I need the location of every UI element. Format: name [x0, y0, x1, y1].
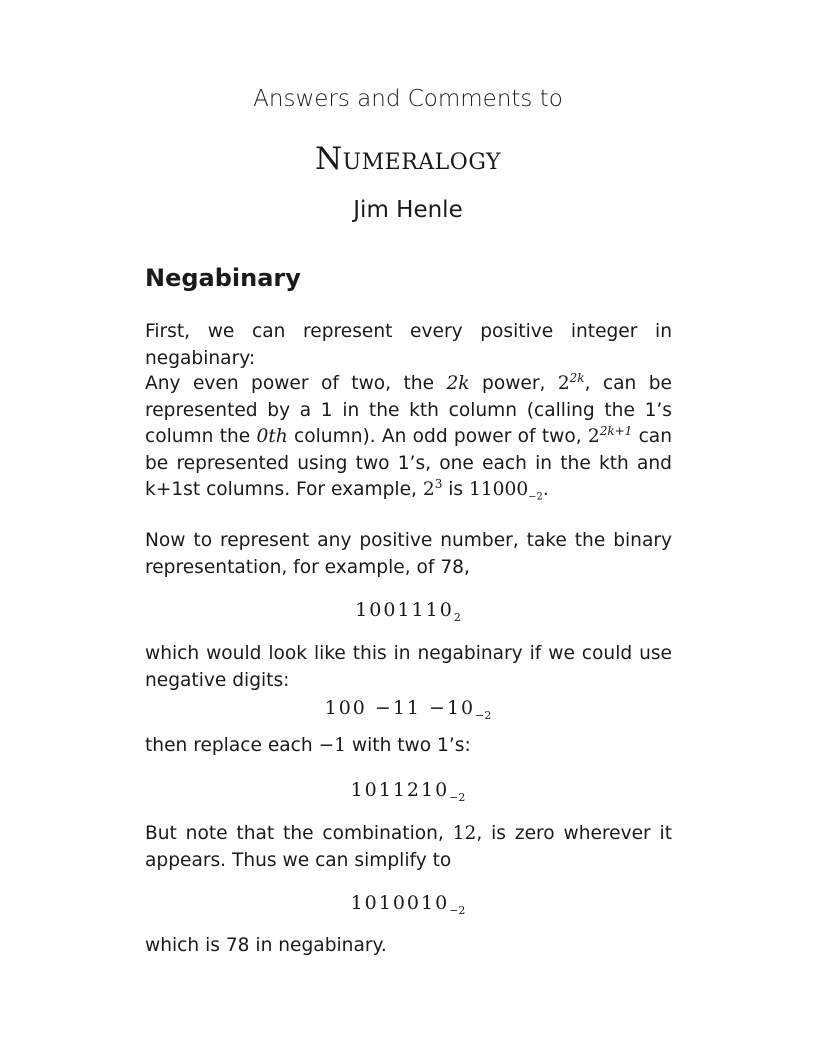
paragraph-7: which is 78 in negabinary. — [145, 935, 387, 956]
paragraph-4: which would look like this in negabinary if we could use negative digits: — [145, 643, 672, 691]
paragraph-1: First, we can represent every positive integer in negabinary: — [145, 321, 672, 369]
author-name: Jim Henle — [353, 197, 463, 223]
document-title: Numeralogy — [314, 141, 502, 177]
paragraph-2: Any even power of two, the 2k power, $2^{2k}$, can be represented by a 1 in the kth column (calling the 1’s column the 0th column). An odd power of two, $2^{2k+1}$ can be represented using two 1’s, one each in the kth and k+1st columns. For example, $2^3$ is $11000_{-2}$. — [145, 370, 672, 503]
paragraph-3: Now to represent any positive number, take the binary representation, for example, of 78, — [145, 530, 672, 578]
section-heading: Negabinary — [145, 264, 301, 292]
display-binary-78: $1001110_2$ — [355, 599, 461, 624]
header-line: Answers and Comments to — [253, 86, 563, 112]
display-simplified: $1010010_{-2}$ — [350, 892, 466, 917]
display-replaced: $1011210_{-2}$ — [350, 779, 466, 804]
display-negative-digits: $100 -11 -10_{-2}$ — [324, 697, 492, 722]
paragraph-6: But note that the combination, 12, is zero wherever it appears. Thus we can simplify to — [145, 823, 672, 871]
paragraph-5: then replace each −1 with two 1’s: — [145, 735, 471, 756]
